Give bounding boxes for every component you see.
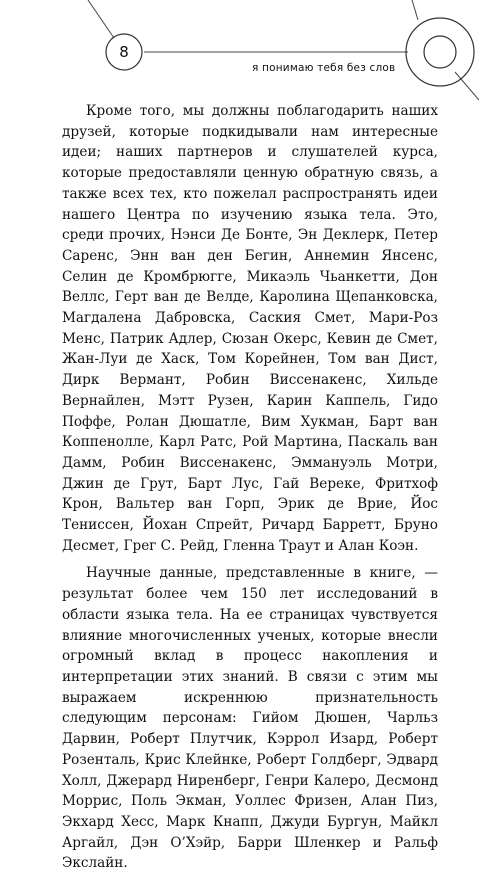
page-number: 8: [119, 43, 129, 61]
body-text: [62, 101, 438, 881]
decor-circle-outer: [406, 18, 474, 86]
running-title: я понимаю тебя без слов: [252, 62, 396, 74]
paragraph-scientists: Научные данные, представленные в книге, — результат более чем 150 лет исследований в области языка тела. На ее страницах чувствуется влияние многочисленных ученых, которые внесли огромный вклад в процесс накопления и интерпретации этих знаний. В связи с этим мы выражаем искреннюю признательность следующим персонам: Гийом Дюшен, Чарльз Дарвин, Роберт Плутчик, Кэррол Изард, Роберт Розенталь, Крис Клейнке, Роберт Голдберг, Эдвард Холл, Джерард Ниренберг, Генри Калеро, Десмонд Моррис, Поль Экман, Уоллес Фризен, Алан Пиз, Экхард Хесс, Марк Кнапп, Джуди Бургун, Майкл Аргайл, Дэн О’Хэйр, Барри Шленкер и Ральф Экслайн.: [62, 565, 438, 872]
decor-circle-inner: [424, 36, 456, 68]
paragraph-acknowledgements: Кроме того, мы должны поблагодарить наших друзей, которые подкидывали нам интересные идеи; наших партнеров и слушателей курса, которые предоставляли ценную обратную связь, а также всех тех, кто пожелал распространять идеи нашего Центра по изучению языка тела. Это, среди прочих, Нэнси Де Бонте, Эн Деклерк, Петер Саренс, Энн ван ден Бегин, Аннемин Янсенс, Селин де Кромбрюгге, Микаэль Чьанкетти, Дон Веллс, Герт ван де Велде, Каролина Щепанковска, Магдалена Дабровска, Саския Смет, Мари-Роз Менс, Патрик Адлер, Сюзан Окерс, Кевин де Смет, Жан-Луи де Хаск, Том Корейнен, Том ван Дист, Дирк Вермант, Робин Виссенакенс, Хильде Вернайлен, Мэтт Рузен, Карин Каппель, Гидо Поффе, Ролан Дюшатле, Вим Хукман, Барт ван Коппенолле, Карл Ратс, Рой Мартина, Паскаль ван Дамм, Робин Виссенакенс, Эммануэль Мотри, Джин де Грут, Барт Лус, Гай Вереке, Фритхоф Крон, Вальтер ван Горп, Эрик де Врие, Йос Тениссен, Йохан Спрейт, Ричард Барретт, Бруно Десмет, Грег С. Рейд, Гленна Траут и Алан Коэн.: [62, 103, 438, 554]
decor-line-right: [412, 0, 418, 20]
decor-line-left: [88, 0, 114, 38]
decor-line-diagonal: [455, 72, 479, 100]
